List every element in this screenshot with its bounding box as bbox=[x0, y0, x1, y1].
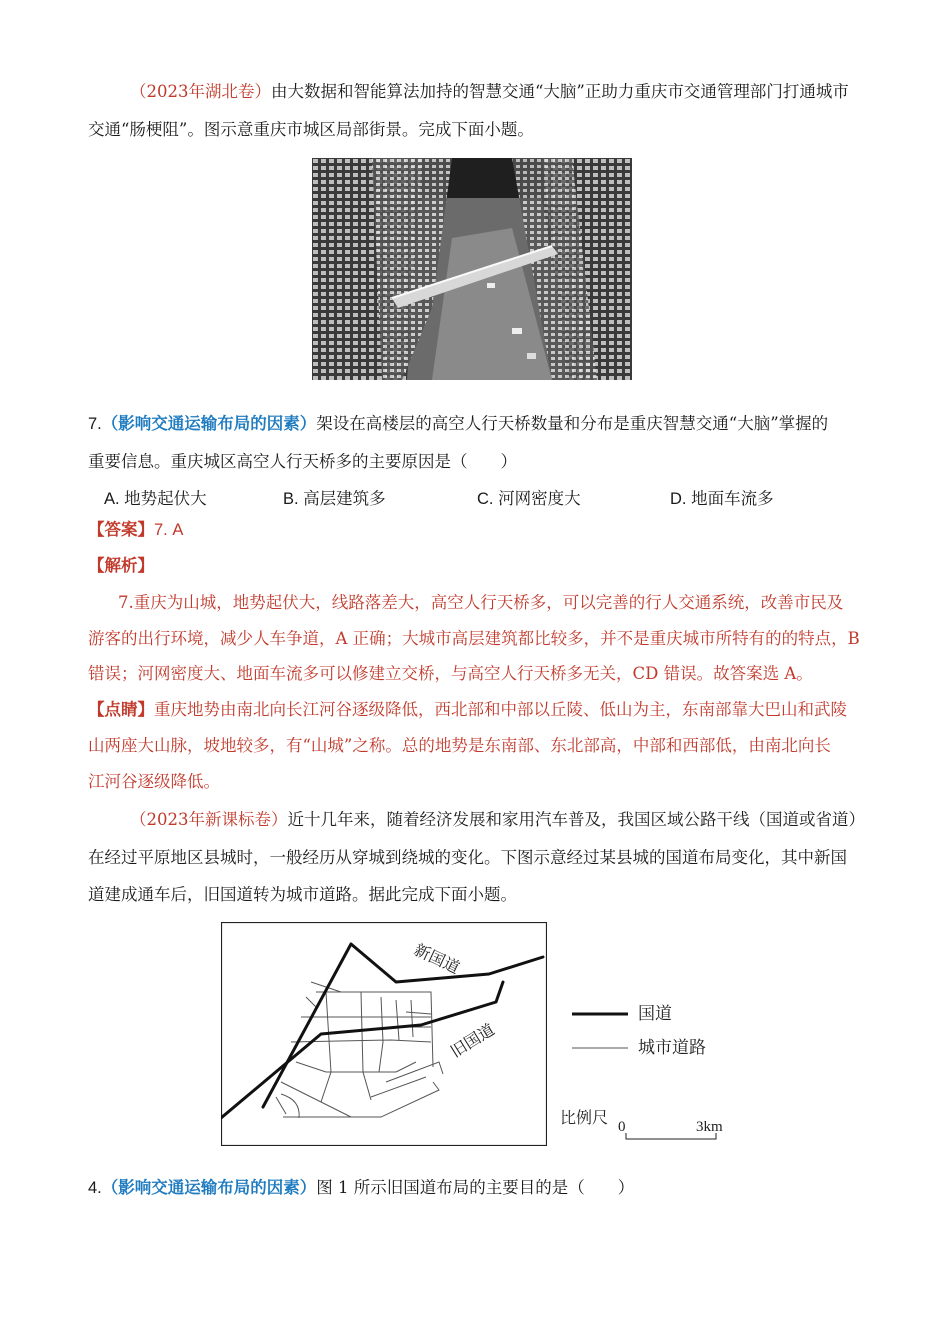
q7-text1: 架设在高楼层的高空人行天桥数量和分布是重庆智慧交通“大脑”掌握的 bbox=[316, 414, 829, 433]
q7-answer bbox=[88, 512, 183, 548]
answer-label: 【答案】 bbox=[88, 520, 154, 539]
tip-line: 山两座大山脉，坡地较多，有“山城”之称。总的地势是东南部、东北部高，中部和西部低，由南北向长 bbox=[88, 736, 831, 755]
scale-bar bbox=[560, 1105, 740, 1145]
intro1-line2: 交通“肠梗阻”。图示意重庆市城区局部街景。完成下面小题。 bbox=[88, 120, 534, 139]
scale-label: 比例尺 bbox=[560, 1110, 609, 1127]
new-road-label: 新国道 bbox=[411, 941, 462, 978]
scale-end: 3km bbox=[696, 1119, 723, 1135]
q7-line1 bbox=[88, 406, 828, 442]
intro2-text1: 近十几年来，随着经济发展和家用汽车普及，我国区域公路干线（国道或省道） bbox=[287, 810, 865, 829]
road-map bbox=[221, 922, 547, 1146]
q4-tag: （影响交通运输布局的因素） bbox=[101, 1178, 317, 1197]
q7-option-c[interactable]: C. 河网密度大 bbox=[477, 490, 581, 508]
analysis-label: 【解析】 bbox=[88, 556, 154, 575]
q7-option-a[interactable]: A. 地势起伏大 bbox=[104, 490, 207, 508]
answer-value: 7. A bbox=[154, 521, 184, 539]
analysis-line: 错误；河网密度大、地面车流多可以修建立交桥，与高空人行天桥多无关，CD 错误。故答案选 A。 bbox=[88, 664, 813, 683]
legend-national-label: 国道 bbox=[638, 1004, 672, 1023]
street-photo bbox=[312, 158, 632, 380]
tip-text: 重庆地势由南北向长江河谷逐级降低，西北部和中部以丘陵、低山为主，东南部靠大巴山和武陵 bbox=[154, 700, 847, 719]
old-road-label: 旧国道 bbox=[448, 1021, 498, 1062]
q4-line bbox=[88, 1170, 634, 1206]
intro1-line1 bbox=[130, 74, 849, 110]
intro2-line1 bbox=[130, 802, 865, 838]
q4-text: 图 1 所示旧国道布局的主要目的是（ ） bbox=[316, 1178, 635, 1197]
analysis-line: 游客的出行环境，减少人车争道，A 正确；大城市高层建筑都比较多，并不是重庆城市所特有的的特点，B bbox=[88, 629, 860, 648]
q7-number: 7. bbox=[88, 415, 102, 433]
q7-tag: （影响交通运输布局的因素） bbox=[101, 414, 317, 433]
q7-option-b[interactable]: B. 高层建筑多 bbox=[283, 490, 386, 508]
scale-start: 0 bbox=[618, 1119, 626, 1135]
intro2-source: （2023年新课标卷） bbox=[130, 810, 288, 829]
q4-number: 4. bbox=[88, 1179, 102, 1197]
tip-label: 【点睛】 bbox=[88, 700, 154, 719]
q7-line2: 重要信息。重庆城区高空人行天桥多的主要原因是（ ） bbox=[88, 452, 517, 471]
intro2-line2: 在经过平原地区县城时，一般经历从穿城到绕城的变化。下图示意经过某县城的国道布局变化，其中新国 bbox=[88, 848, 847, 867]
intro1-text1: 由大数据和智能算法加持的智慧交通“大脑”正助力重庆市交通管理部门打通城市 bbox=[271, 82, 849, 101]
tip-line1 bbox=[88, 692, 847, 728]
legend-city-label: 城市道路 bbox=[638, 1038, 706, 1057]
analysis-line: 7.重庆为山城，地势起伏大，线路落差大，高空人行天桥多，可以完善的行人交通系统，改善市民及 bbox=[118, 593, 844, 612]
intro2-line3: 道建成通车后，旧国道转为城市道路。据此完成下面小题。 bbox=[88, 885, 517, 904]
q7-option-d[interactable]: D. 地面车流多 bbox=[670, 490, 774, 508]
intro1-source: （2023年湖北卷） bbox=[130, 82, 271, 101]
tip-line: 江河谷逐级降低。 bbox=[88, 772, 220, 791]
